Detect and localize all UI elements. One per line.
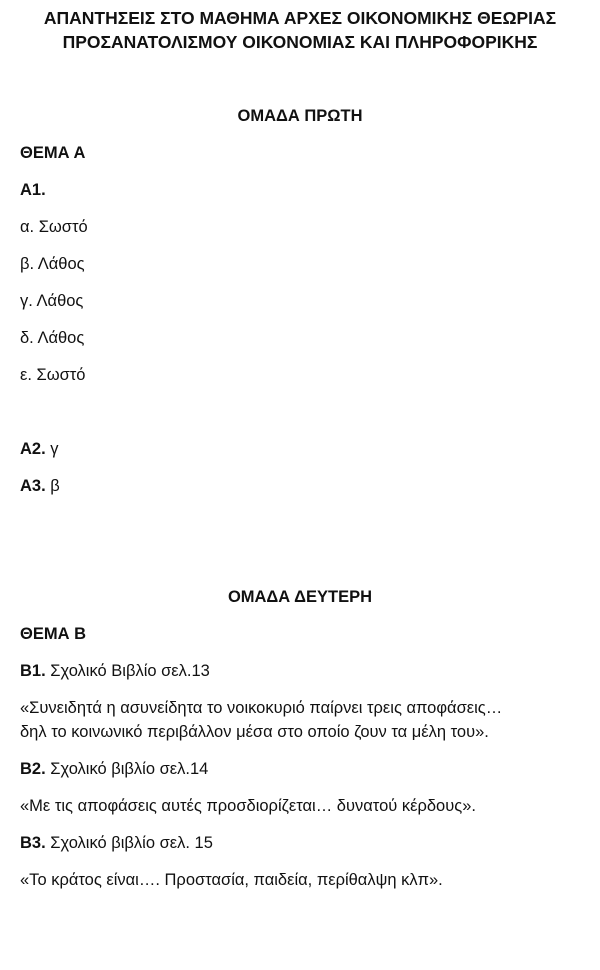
answer-a1-delta: δ. Λάθος bbox=[20, 329, 85, 347]
question-a2-label: Α2. bbox=[20, 440, 46, 458]
question-b2 bbox=[20, 759, 208, 779]
question-a2 bbox=[20, 439, 59, 459]
answer-a1-gamma: γ. Λάθος bbox=[20, 292, 84, 310]
question-b1-label: Β1. bbox=[20, 662, 46, 680]
answer-a1-epsilon: ε. Σωστό bbox=[20, 366, 86, 384]
answer-a1-beta: β. Λάθος bbox=[20, 255, 85, 273]
question-a3 bbox=[20, 476, 60, 496]
question-b1 bbox=[20, 661, 210, 681]
question-b3-quote: «Το κράτος είναι…. Προστασία, παιδεία, περίθαλψη κλπ». bbox=[20, 871, 443, 889]
answer-a1-alpha: α. Σωστό bbox=[20, 218, 88, 236]
question-b1-quote-line-1: «Συνειδητά η ασυνείδητα το νοικοκυριό παίρνει τρεις αποφάσεις… bbox=[20, 699, 503, 717]
topic-b-heading: ΘΕΜΑ Β bbox=[20, 625, 86, 643]
question-a3-label: Α3. bbox=[20, 477, 46, 495]
question-b3-reference: Σχολικό βιβλίο σελ. 15 bbox=[45, 834, 213, 852]
question-a2-answer: γ bbox=[45, 440, 59, 458]
group-one-heading: ΟΜΑΔΑ ΠΡΩΤΗ bbox=[237, 107, 363, 125]
group-two-heading: ΟΜΑΔΑ ΔΕΥΤΕΡΗ bbox=[227, 588, 373, 606]
document-title-line-1: ΑΠΑΝΤΗΣΕΙΣ ΣΤΟ ΜΑΘΗΜΑ ΑΡΧΕΣ ΟΙΚΟΝΟΜΙΚΗΣ ΘΕΩΡΙΑΣ bbox=[43, 8, 557, 28]
topic-a-heading: ΘΕΜΑ Α bbox=[20, 144, 86, 162]
question-a1-label: Α1. bbox=[20, 181, 46, 199]
question-b2-reference: Σχολικό βιβλίο σελ.14 bbox=[45, 760, 209, 778]
question-b3-label: Β3. bbox=[20, 834, 46, 852]
question-b2-label: Β2. bbox=[20, 760, 46, 778]
question-b1-reference: Σχολικό Βιβλίο σελ.13 bbox=[45, 662, 210, 680]
question-b2-quote: «Με τις αποφάσεις αυτές προσδιορίζεται… δυνατού κέρδους». bbox=[20, 797, 476, 815]
question-a3-answer: β bbox=[45, 477, 60, 495]
document-title-line-2: ΠΡΟΣΑΝΑΤΟΛΙΣΜΟΥ ΟΙΚΟΝΟΜΙΑΣ ΚΑΙ ΠΛΗΡΟΦΟΡΙΚΗΣ bbox=[62, 32, 538, 52]
question-b3 bbox=[20, 833, 213, 853]
question-b1-quote-line-2: δηλ το κοινωνικό περιβάλλον μέσα στο οποίο ζουν τα μέλη του». bbox=[20, 723, 489, 741]
